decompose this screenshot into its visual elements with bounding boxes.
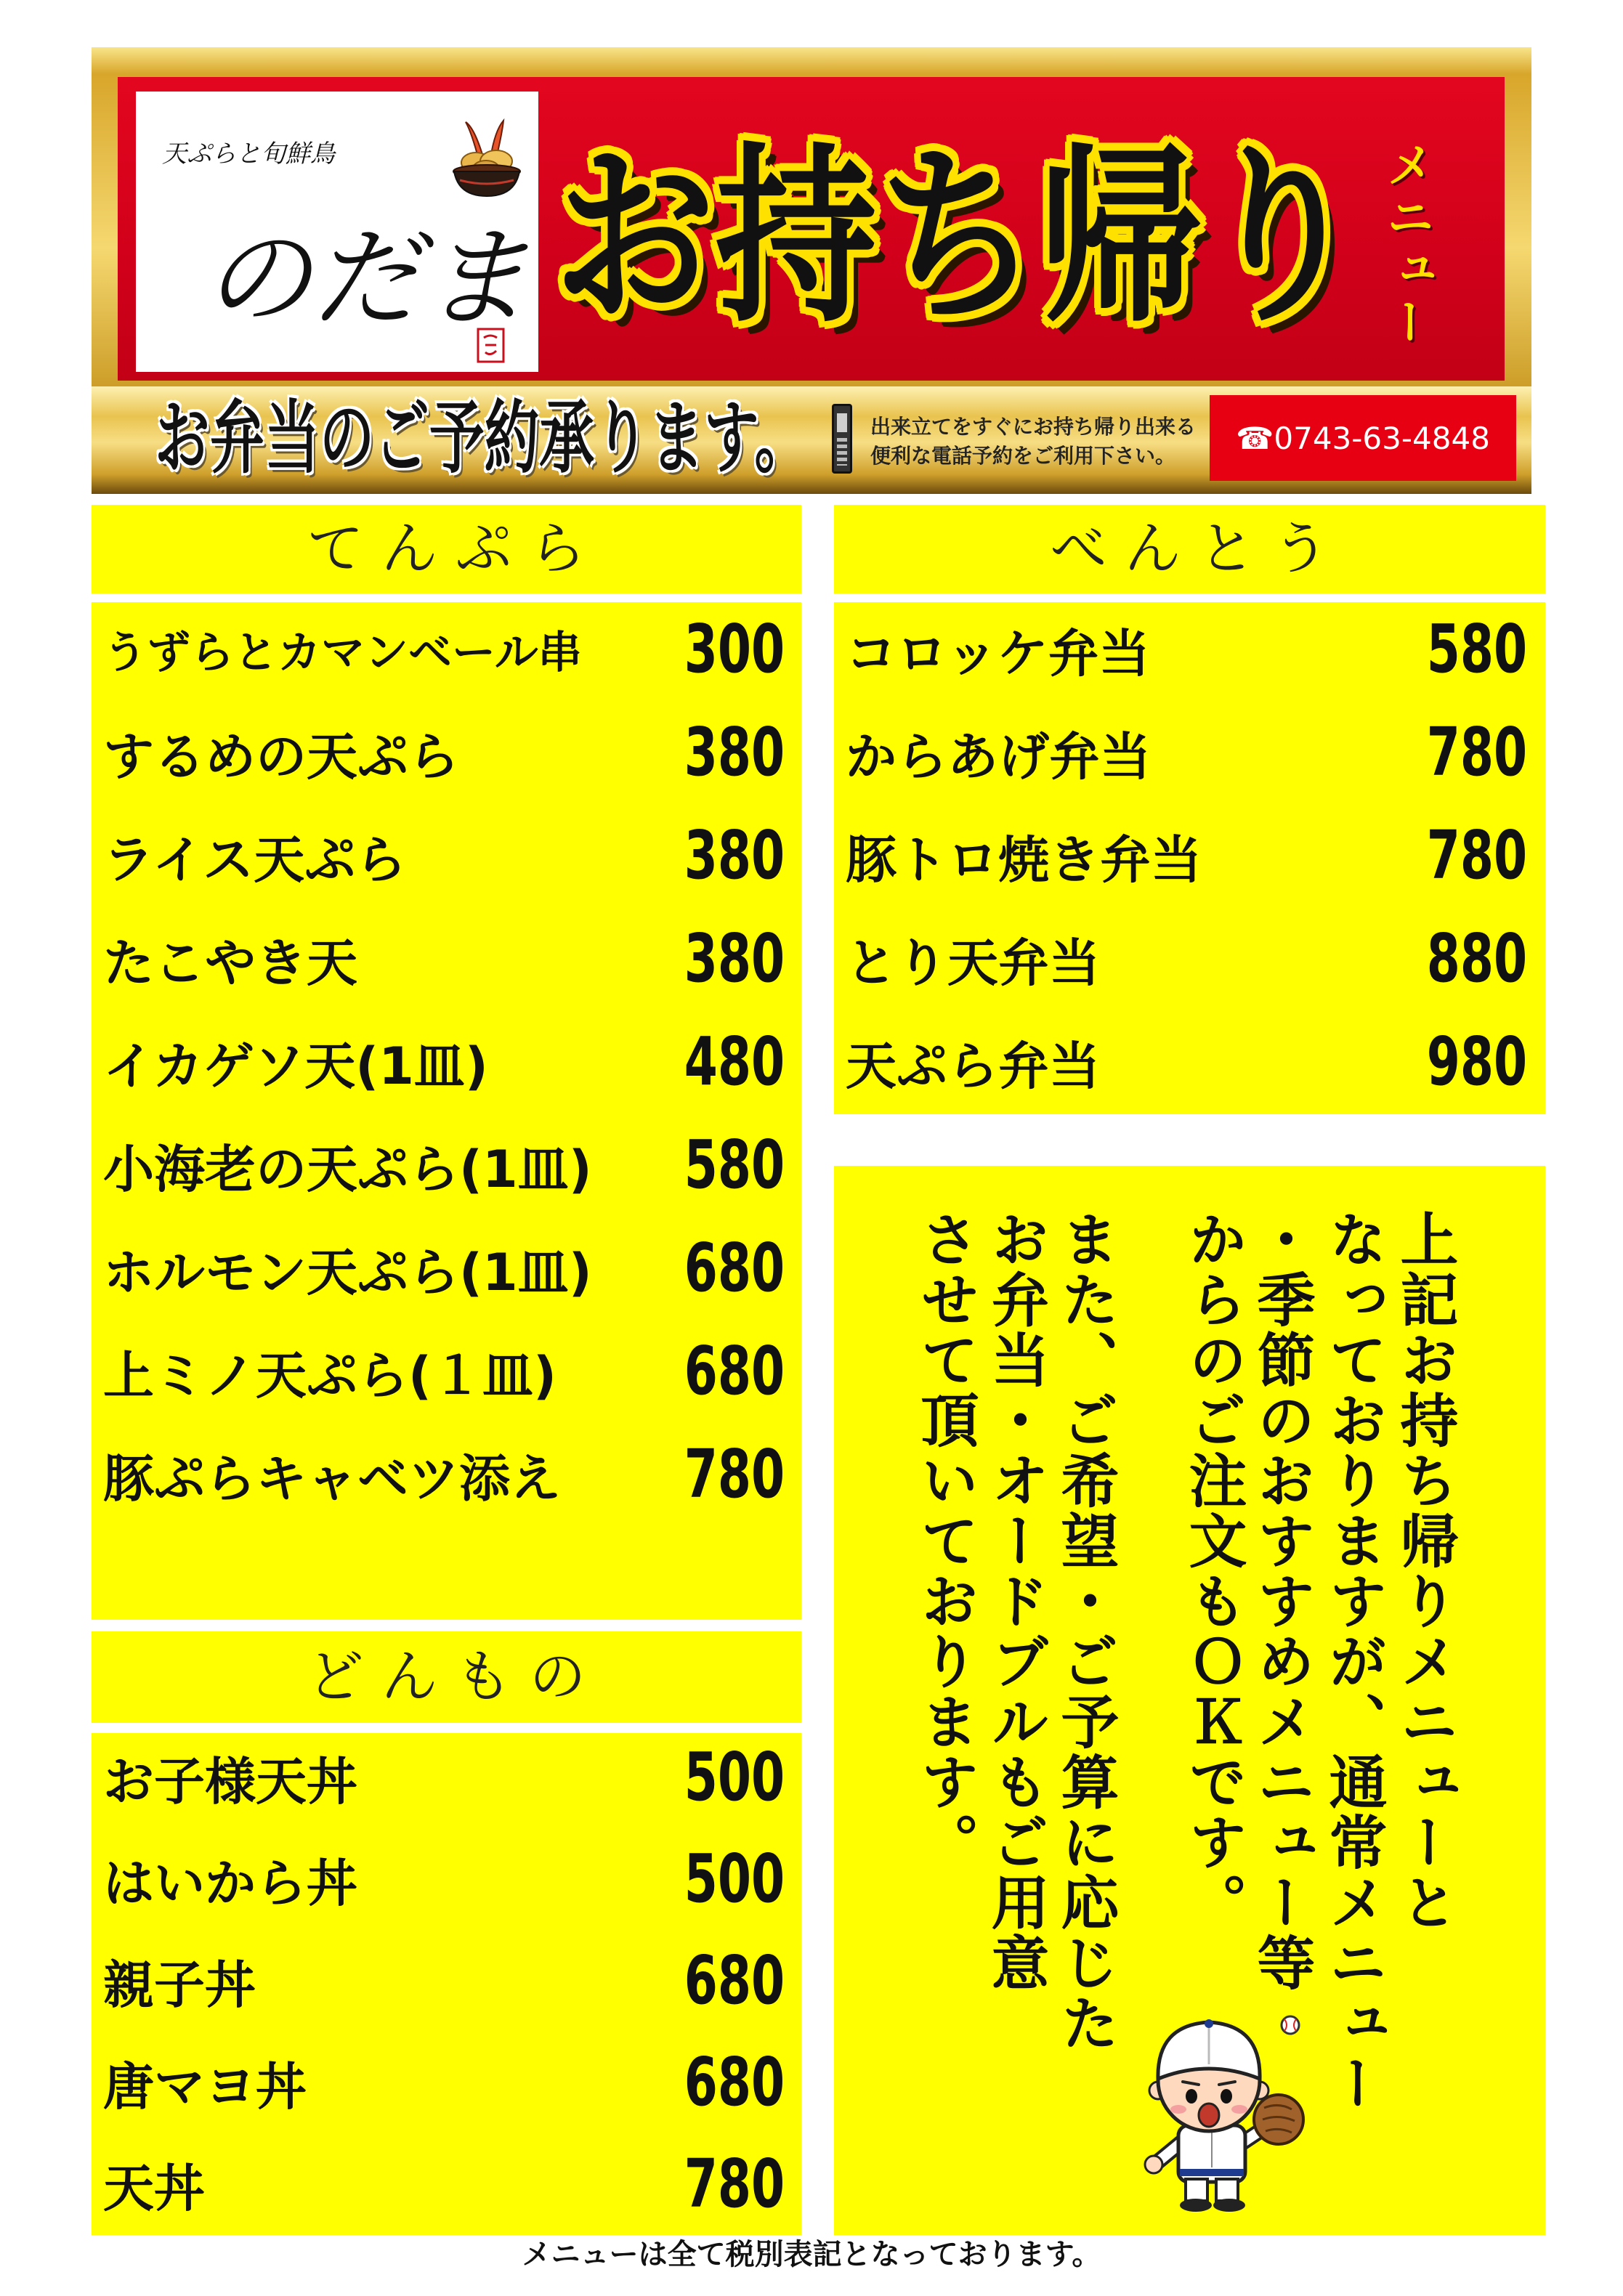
item-price: 380 — [684, 920, 785, 997]
logo-name: のだま — [203, 216, 530, 342]
item-name: たこやき天 — [103, 933, 357, 993]
item-price: 300 — [684, 610, 785, 688]
notes-line: からのご注文もＯＫです。 — [1179, 1209, 1247, 1933]
item-price: 880 — [1426, 920, 1527, 997]
item-price: 780 — [1426, 713, 1527, 791]
notes-line: 上記お持ち帰りメニューと — [1391, 1209, 1458, 1933]
item-name: 天丼 — [103, 2158, 205, 2218]
menu-item — [92, 701, 801, 804]
section-title-donmono: どんもの — [92, 1631, 801, 1723]
menu-item — [834, 598, 1545, 701]
menu-list-donmono — [92, 1733, 801, 2235]
item-name: 上ミノ天ぷら(１皿) — [103, 1345, 556, 1405]
menu-item — [834, 701, 1545, 804]
tax-note: メニューは全て税別表記となっております。 — [522, 2238, 1101, 2271]
item-name: ライス天ぷら — [103, 829, 407, 890]
item-price: 680 — [684, 1332, 785, 1410]
item-price: 380 — [684, 713, 785, 791]
item-price: 680 — [684, 2043, 785, 2121]
menu-item — [92, 1727, 801, 1828]
item-price: 500 — [684, 1840, 785, 1918]
item-price: 980 — [1426, 1023, 1527, 1100]
item-name: 豚トロ焼き弁当 — [846, 829, 1202, 890]
item-price: 380 — [684, 816, 785, 894]
item-name: とり天弁当 — [846, 933, 1100, 993]
menu-item — [92, 1320, 801, 1423]
item-price: 680 — [684, 1229, 785, 1307]
item-price: 500 — [684, 1738, 785, 1816]
menu-item — [92, 1423, 801, 1526]
item-name: はいから丼 — [103, 1853, 357, 1913]
item-name: からあげ弁当 — [846, 726, 1151, 787]
item-name: 豚ぷらキャベツ添え — [103, 1448, 561, 1509]
menu-list-bento — [834, 602, 1545, 1114]
item-price: 680 — [684, 1942, 785, 2019]
item-name: するめの天ぷら — [103, 726, 459, 787]
notes-line: お弁当・オードブルもご用意 — [982, 1209, 1049, 1993]
menu-item — [92, 1113, 801, 1217]
tempura-bowl-icon — [450, 118, 524, 199]
logo-tagline: 天ぷらと旬鮮鳥 — [162, 139, 335, 169]
reservation-note-line: 出来立てをすぐにお持ち帰り出来る — [870, 415, 1197, 439]
menu-item — [92, 2032, 801, 2133]
notes-line: また、ご希望・ご予算に応じた — [1051, 1209, 1119, 2053]
menu-item — [92, 2133, 801, 2235]
section-title-bento: べんとう — [834, 505, 1545, 593]
menu-item — [834, 1010, 1545, 1113]
menu-item — [92, 907, 801, 1010]
menu-item — [92, 598, 801, 701]
page-title: お持ち帰り — [554, 126, 1363, 348]
section-title-tempura: てんぷら — [92, 505, 801, 593]
item-name: うずらとカマンベール串 — [103, 628, 582, 678]
title-suffix: メニュー — [1378, 140, 1434, 349]
menu-item — [834, 804, 1545, 907]
item-price: 780 — [1426, 816, 1527, 894]
item-name: 親子丼 — [103, 1955, 256, 2015]
item-name: 唐マヨ丼 — [103, 2056, 307, 2117]
menu-item — [92, 1010, 801, 1113]
phone-number: ☎0743-63-4848 — [1210, 395, 1516, 481]
item-name: 天ぷら弁当 — [846, 1036, 1100, 1096]
reservation-heading: お弁当のご予約承ります。 — [155, 391, 810, 484]
logo — [136, 92, 538, 372]
notes-line: させて頂いております。 — [911, 1209, 979, 1873]
item-price: 780 — [684, 1435, 785, 1513]
menu-item — [92, 1828, 801, 1930]
item-name: ホルモン天ぷら(1皿) — [103, 1242, 592, 1302]
item-name: イカゲソ天(1皿) — [103, 1036, 488, 1096]
mobile-phone-icon — [832, 404, 852, 474]
item-price: 580 — [1426, 610, 1527, 688]
item-name: コロッケ弁当 — [846, 623, 1150, 683]
menu-item — [92, 804, 801, 907]
notes-box — [834, 1166, 1545, 2235]
notes-line: なっておりますが、通常メニュー — [1319, 1209, 1387, 2114]
item-price: 480 — [684, 1023, 785, 1100]
item-name: お子様天丼 — [103, 1751, 357, 1812]
reservation-note-line: 便利な電話予約をご利用下さい。 — [870, 444, 1176, 468]
baseball-kid-mascot-icon — [1136, 2006, 1314, 2213]
item-price: 580 — [684, 1126, 785, 1204]
seal-stamp-icon — [477, 328, 505, 363]
reservation-note — [870, 413, 1196, 471]
menu-item — [92, 1217, 801, 1320]
notes-line: ・季節のおすすめメニュー等 — [1247, 1209, 1315, 1993]
menu-item — [92, 1930, 801, 2032]
item-name: 小海老の天ぷら(1皿) — [103, 1139, 592, 1199]
menu-item — [834, 907, 1545, 1010]
item-price: 780 — [684, 2145, 785, 2223]
menu-list-tempura — [92, 602, 801, 1620]
